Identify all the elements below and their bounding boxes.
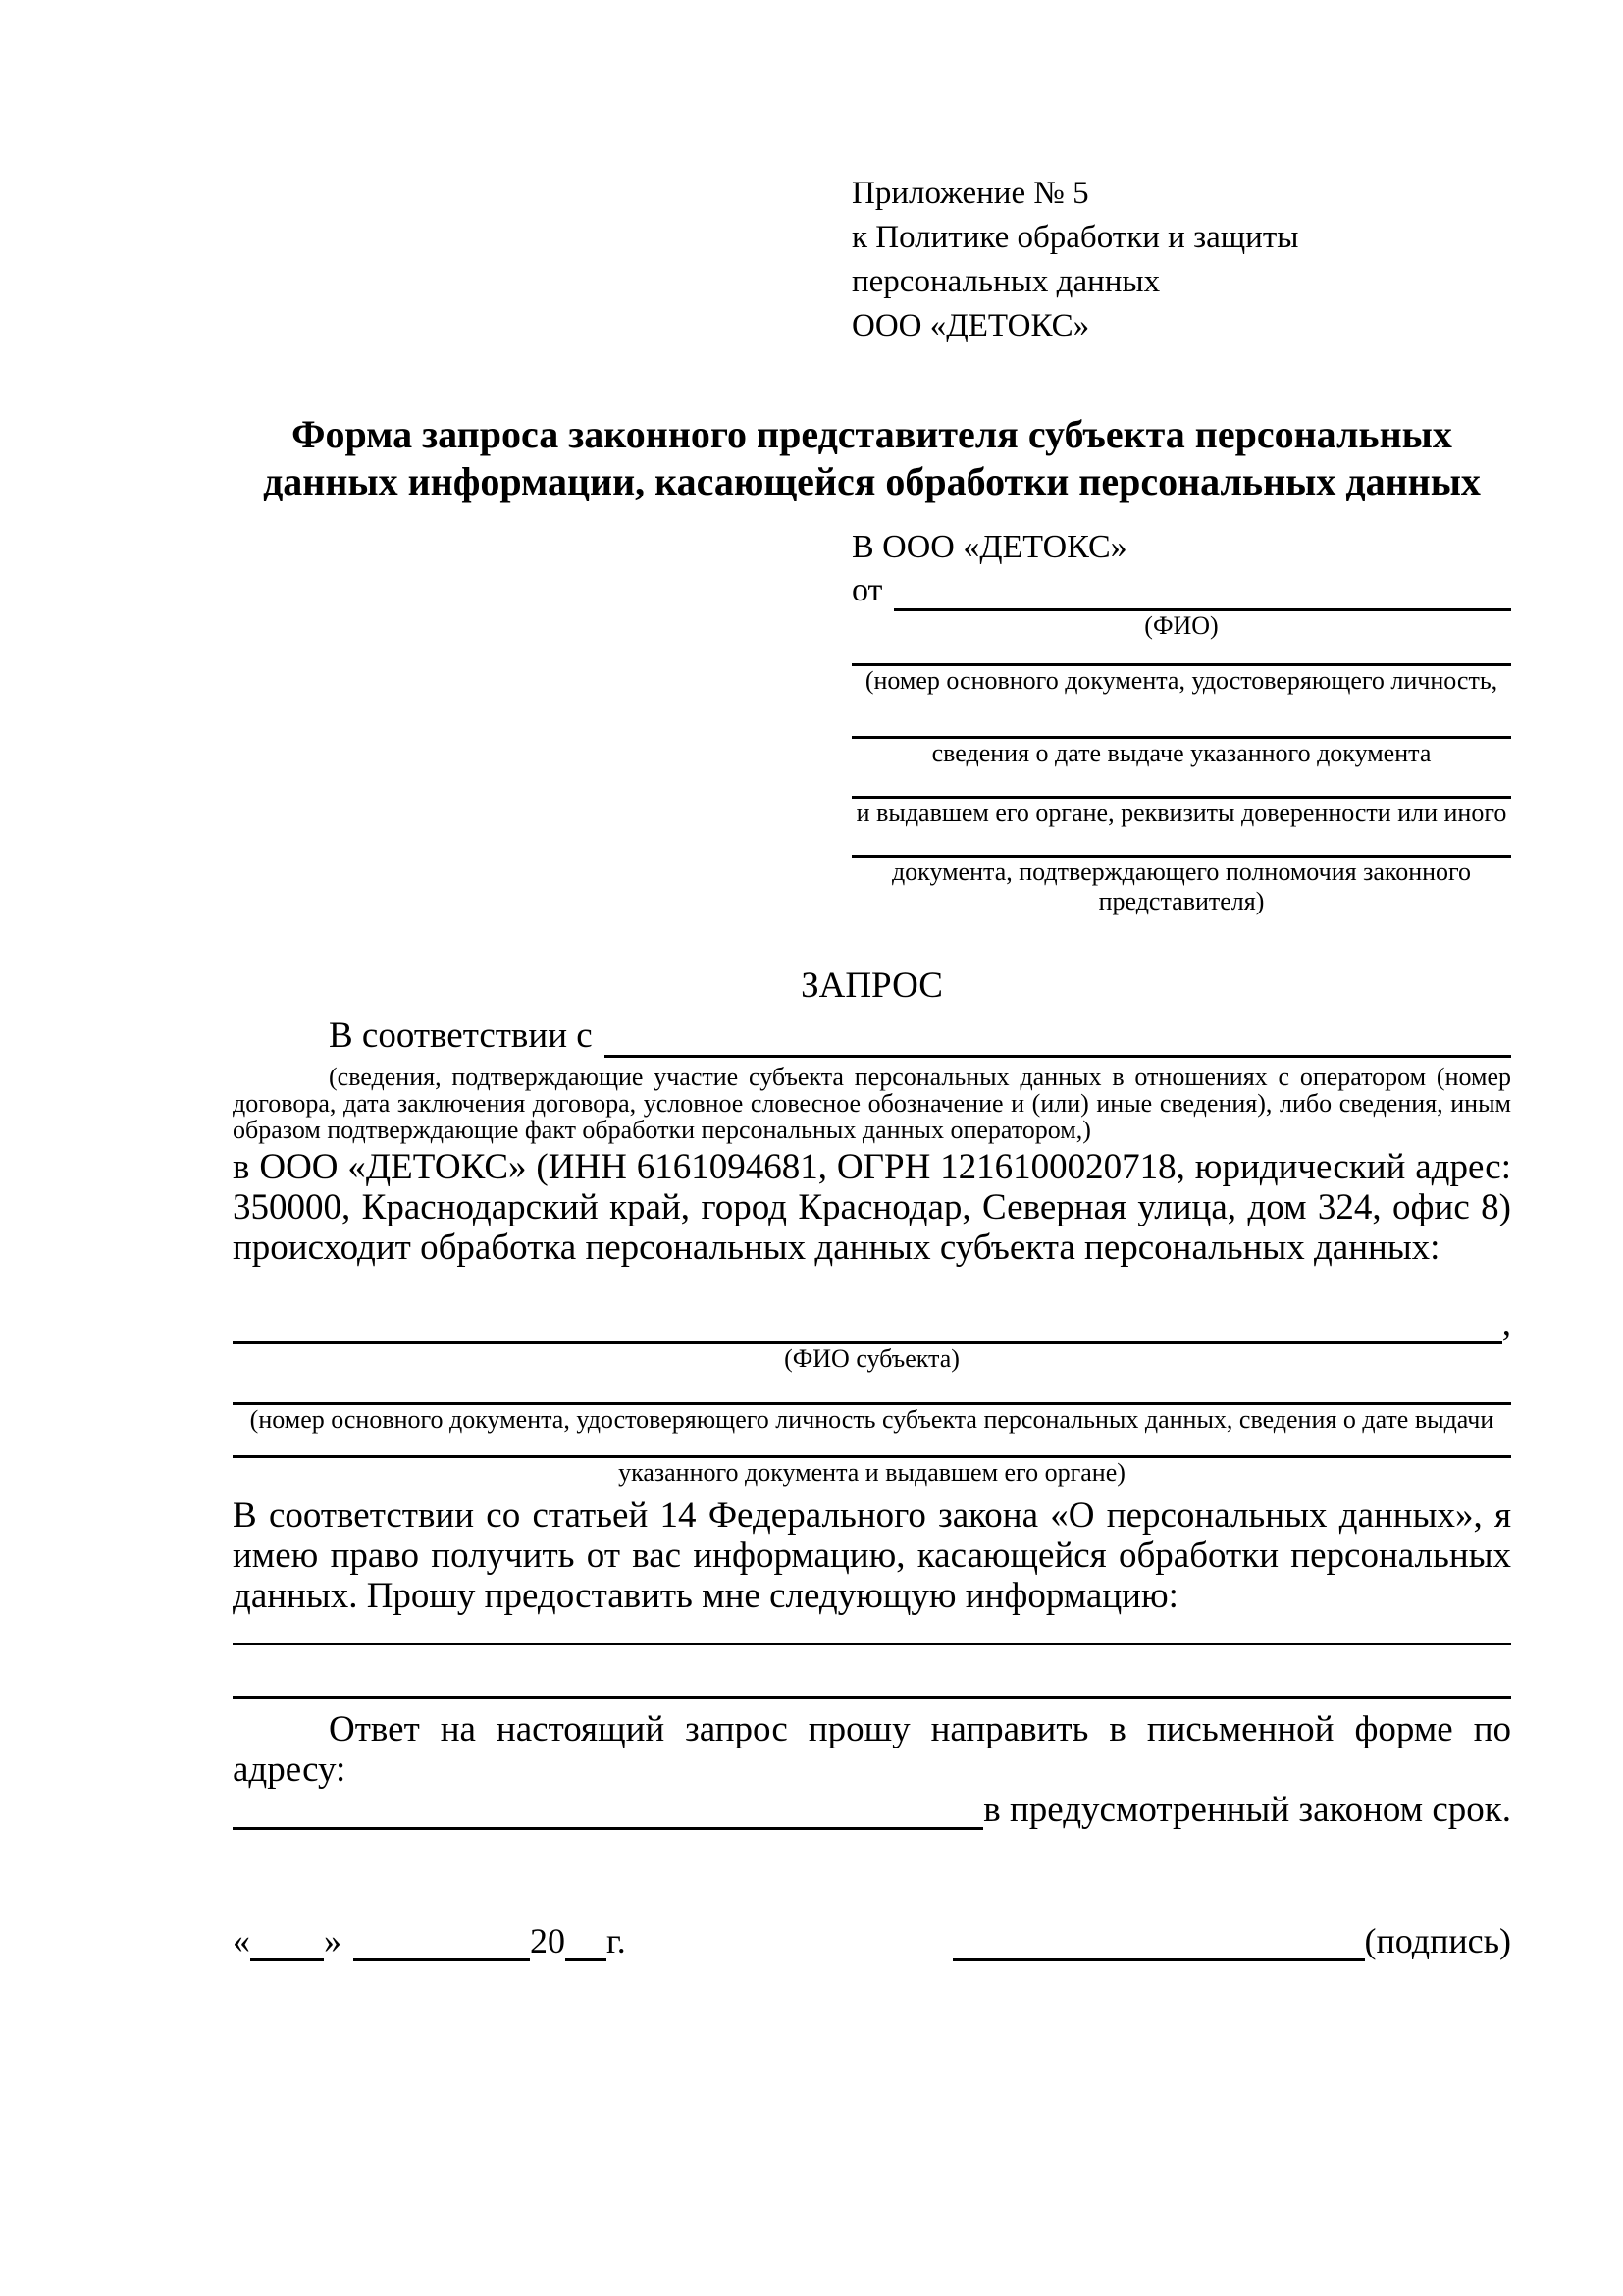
from-label: от (852, 572, 883, 608)
subject-doc-blank-line-1[interactable] (233, 1374, 1511, 1405)
from-row (852, 570, 1511, 611)
reply-address-blank-line[interactable] (233, 1793, 983, 1830)
from-fio-blank-line[interactable] (894, 574, 1511, 611)
subject-fio-caption: (ФИО субъекта) (784, 1344, 960, 1373)
basis-caption: (сведения, подтверждающие участие субъекта персональных данных в отношениях с оператором (номер договора, дата заключения договора, условное словесное обозначение и (или) иные сведения), либо сведения, иным образом подтверждающие факт обработки персональных данных оператором,) (233, 1063, 1511, 1144)
date-open-quote: « (233, 1921, 250, 1960)
subject-doc-blank-line-2[interactable] (233, 1435, 1511, 1458)
info-blank-line-1[interactable] (233, 1616, 1511, 1645)
date-day-blank[interactable] (250, 1928, 324, 1961)
signature-field (953, 1920, 1511, 1961)
basis-label: В соответствии с (329, 1016, 593, 1056)
request-heading: ЗАПРОС (801, 965, 943, 1006)
field-caption: документа, подтверждающего полномочия законного представителя) (891, 858, 1472, 915)
appendix-line: ООО «ДЕТОКС» (852, 308, 1090, 343)
date-year-prefix: 20 (530, 1921, 565, 1960)
representative-doc-field (852, 768, 1511, 828)
law-paragraph: В соответствии со статьей 14 Федерального закона «О персональных данных», я имею право получить от вас информацию, касающейся обработки персональных данных. Прошу предоставить мне следующую информацию: (233, 1495, 1511, 1616)
subject-fio-blank-line[interactable] (233, 1305, 1502, 1344)
doc-issuer-blank-line[interactable] (852, 768, 1511, 799)
representative-doc-field (852, 696, 1511, 768)
doc-authority-blank-line[interactable] (852, 828, 1511, 858)
basis-row (233, 1015, 1511, 1058)
representative-doc-field (852, 828, 1511, 916)
appendix-block (852, 172, 1511, 348)
document-title: Форма запроса законного представителя субъекта персональных данных информации, касающейся обработки персональных данных (263, 412, 1481, 503)
date-year-suffix: г. (606, 1921, 626, 1960)
reply-tail: в предусмотренный законом срок. (983, 1790, 1511, 1830)
field-caption: сведения о дате выдаче указанного документа (931, 739, 1432, 767)
reply-address-row (233, 1790, 1511, 1830)
field-caption: (номер основного документа, удостоверяющего личность, (864, 666, 1498, 695)
reply-paragraph: Ответ на настоящий запрос прошу направить в письменной форме по адресу: (233, 1709, 1511, 1790)
doc-issue-date-blank-line[interactable] (852, 696, 1511, 739)
date-month-blank[interactable] (353, 1928, 530, 1961)
doc-number-blank-line[interactable] (852, 641, 1511, 666)
signature-blank[interactable] (953, 1928, 1365, 1961)
appendix-line: Приложение № 5 (852, 176, 1089, 211)
representative-doc-field (852, 641, 1511, 696)
subject-fio-row (233, 1305, 1511, 1344)
operator-paragraph: в ООО «ДЕТОКС» (ИНН 6161094681, ОГРН 1216100020718, юридический адрес: 350000, Краснодарский край, город Краснодар, Северная улица, дом 324, офис 8) происходит обработка персональных данных субъекта персональных данных: (233, 1147, 1511, 1268)
date-close-quote: » (324, 1921, 341, 1960)
date-field (233, 1920, 626, 1961)
basis-blank-line[interactable] (604, 1020, 1511, 1058)
field-caption: и выдавшем его органе, реквизиты доверенности или иного (856, 799, 1507, 827)
appendix-line: персональных данных (852, 264, 1161, 299)
subject-doc-caption-1: (номер основного документа, удостоверяющего личность субъекта персональных данных, сведения о дате выдачи (249, 1405, 1494, 1434)
subject-doc-caption-2: указанного документа и выдавшем его органе) (618, 1458, 1126, 1487)
signature-caption: (подпись) (1364, 1921, 1511, 1960)
appendix-line: к Политике обработки и защиты (852, 220, 1299, 255)
footer-row (233, 1920, 1511, 1961)
fio-caption: (ФИО) (1144, 611, 1219, 640)
info-blank-line-2[interactable] (233, 1645, 1511, 1699)
addressee-company: В ООО «ДЕТОКС» (852, 529, 1127, 565)
subject-fio-comma: , (1501, 1304, 1511, 1344)
addressee-block (852, 525, 1511, 916)
date-year-blank[interactable] (565, 1928, 606, 1961)
